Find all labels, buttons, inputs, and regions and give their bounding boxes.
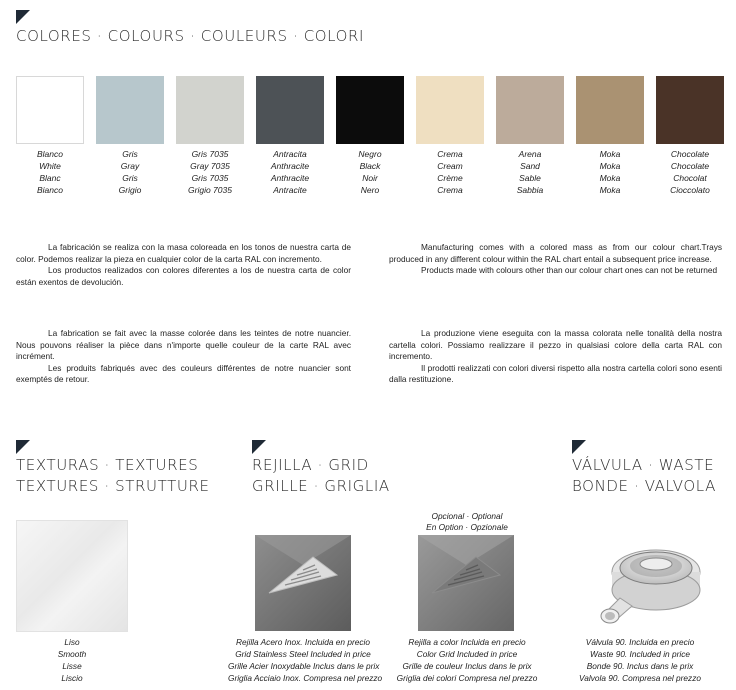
caption-line: Bonde 90. Inclus dans le prix: [586, 661, 694, 671]
section-corner-mark: [252, 440, 266, 454]
caption-line: Waste 90. Included in price: [590, 649, 690, 659]
section-corner-mark: [16, 440, 30, 454]
swatch-name: Grigio 7035: [188, 185, 232, 195]
swatch-name: Chocolate: [670, 161, 710, 171]
swatch-name: Crema: [437, 185, 463, 195]
grid-color-drawing: [418, 535, 514, 631]
grid-color-caption: [392, 636, 542, 684]
swatch-name: Blanc: [39, 173, 61, 183]
caption-line: En Option · Opzionale: [426, 522, 508, 532]
caption-line: Lisse: [62, 661, 82, 671]
swatch-gris: [96, 76, 164, 144]
paragraph: La produzione viene eseguita con la massa colorata nelle tonalità della nostra cartella colori. Possiamo realizzare il pezzo in qualsiasi colore della carta RAL con incremento.: [389, 328, 722, 362]
waste-title-line2: BONDE · VALVOLA: [572, 477, 716, 495]
texture-smooth-image: [16, 520, 128, 632]
swatch-name: Anthracite: [270, 161, 310, 171]
caption-line: Grid Stainless Steel Included in price: [235, 649, 371, 659]
text-block-en: [389, 242, 722, 277]
paragraph: La fabrication se fait avec la masse colorée dans les teintes de notre nuancier. Nous pouvons réaliser la pièce dans n'importe quelle couleur de la carte RAL avec incrément.: [16, 328, 351, 362]
swatch-name: Bianco: [37, 185, 63, 195]
swatch-name: Gray: [120, 161, 140, 171]
paragraph: Il prodotti realizzati con colori diversi rispetto alla nostra cartella colori sono esenti dalla restituzione.: [389, 362, 722, 385]
swatch-names-crema: [406, 148, 494, 196]
swatch-name: Anthracite: [270, 173, 310, 183]
swatch-name: Crème: [437, 173, 463, 183]
swatch-chocolate: [656, 76, 724, 144]
section-corner-mark: [16, 10, 30, 24]
swatch-name: Blanco: [37, 149, 63, 159]
swatch-name: White: [39, 161, 61, 171]
swatch-name: Gris 7035: [191, 149, 229, 159]
waste-valve-image: [590, 520, 710, 632]
swatch-names-chocolate: [646, 148, 734, 196]
swatch-name: Antracite: [273, 185, 307, 195]
swatch-name: Black: [359, 161, 381, 171]
waste-title-line1: VÁLVULA · WASTE: [572, 456, 715, 474]
swatch-blanco: [16, 76, 84, 144]
caption-line: Griglia Acciaio Inox. Compresa nel prezzo: [228, 673, 383, 683]
text-block-es: [16, 242, 351, 288]
caption-line: Rejilla Acero Inox. Incluida en precio: [236, 637, 370, 647]
swatch-name: Gris: [122, 149, 138, 159]
swatch-names-negro: [326, 148, 414, 196]
swatch-name: Antracita: [273, 149, 307, 159]
optional-label: [402, 511, 532, 533]
swatch-name: Cioccolato: [670, 185, 710, 195]
swatch-name: Grigio: [118, 185, 142, 195]
swatch-name: Negro: [358, 149, 382, 159]
swatch-name: Crema: [437, 149, 463, 159]
caption-line: Opcional · Optional: [431, 511, 503, 521]
caption-line: Válvula 90. Incluida en precio: [585, 637, 695, 647]
swatch-name: Arena: [518, 149, 542, 159]
texture-caption: [22, 636, 122, 684]
swatch-name: Sand: [520, 161, 540, 171]
swatch-name: Gray 7035: [190, 161, 230, 171]
caption-line: Liso: [64, 637, 80, 647]
text-block-fr: [16, 328, 351, 386]
paragraph: Manufacturing comes with a colored mass as from our colour chart.Trays produced in any different colour within the RAL chart entail a subsequent price increase.: [389, 242, 722, 264]
caption-line: Rejilla a color Incluida en precio: [408, 637, 526, 647]
grid-steel-drawing: [255, 535, 351, 631]
grid-steel-image: [255, 535, 351, 631]
swatch-name: Sable: [519, 173, 541, 183]
caption-line: Smooth: [57, 649, 87, 659]
swatch-antracita: [256, 76, 324, 144]
caption-line: Grille Acier Inoxydable Inclus dans le prix: [228, 661, 380, 671]
swatch-name: Nero: [360, 185, 380, 195]
caption-line: Color Grid Included in price: [416, 649, 518, 659]
swatch-name: Noir: [362, 173, 378, 183]
swatch-names-antracita: [246, 148, 334, 196]
swatch-gris-7035: [176, 76, 244, 144]
swatch-name: Cream: [437, 161, 463, 171]
caption-line: Griglia dei colori Compresa nel prezzo: [396, 673, 538, 683]
swatch-negro: [336, 76, 404, 144]
text-block-it: [389, 328, 722, 386]
colors-title: COLORES · COLOURS · COULEURS · COLORI: [16, 27, 365, 45]
grid-title-line1: REJILLA · GRID: [252, 456, 369, 474]
swatch-names-moka: [566, 148, 654, 196]
swatch-name: Moka: [599, 149, 621, 159]
swatch-crema: [416, 76, 484, 144]
textures-title-line2: TEXTURES · STRUTTURE: [16, 477, 210, 495]
paragraph: Products made with colours other than our colour chart ones can not be returned: [421, 265, 718, 276]
caption-line: Liscio: [61, 673, 83, 683]
swatch-name: Gris 7035: [191, 173, 229, 183]
swatch-names-arena: [486, 148, 574, 196]
swatch-names-blanco: [6, 148, 94, 196]
swatch-name: Sabbia: [516, 185, 544, 195]
swatch-name: Moka: [599, 185, 621, 195]
textures-title-line1: TEXTURAS · TEXTURES: [16, 456, 199, 474]
swatch-name: Chocolat: [673, 173, 707, 183]
paragraph: Les produits fabriqués avec des couleurs différentes de notre nuancier sont exemptés de retour.: [16, 362, 351, 385]
waste-valve-drawing: [590, 520, 710, 632]
swatch-arena: [496, 76, 564, 144]
grid-steel-caption: [228, 636, 383, 684]
swatch-name: Moka: [599, 161, 621, 171]
swatch-name: Moka: [599, 173, 621, 183]
caption-line: Grille de couleur Inclus dans le prix: [402, 661, 532, 671]
caption-line: Valvola 90. Compresa nel prezzo: [579, 673, 701, 683]
swatch-names-gris: [86, 148, 174, 196]
swatch-names-gris-7035: [166, 148, 254, 196]
grid-color-image: [418, 535, 514, 631]
paragraph: Los productos realizados con colores diferentes a los de nuestra carta de color están exentos de devolución.: [16, 265, 351, 287]
paragraph: La fabricación se realiza con la masa coloreada en los tonos de nuestra carta de color. Podemos realizar la pieza en cualquier color de la carta RAL con incremento.: [16, 242, 351, 264]
grid-title-line2: GRILLE · GRIGLIA: [252, 477, 390, 495]
swatch-moka: [576, 76, 644, 144]
waste-caption: [565, 636, 715, 684]
swatch-name: Gris: [122, 173, 138, 183]
swatch-name: Chocolate: [670, 149, 710, 159]
section-corner-mark: [572, 440, 586, 454]
